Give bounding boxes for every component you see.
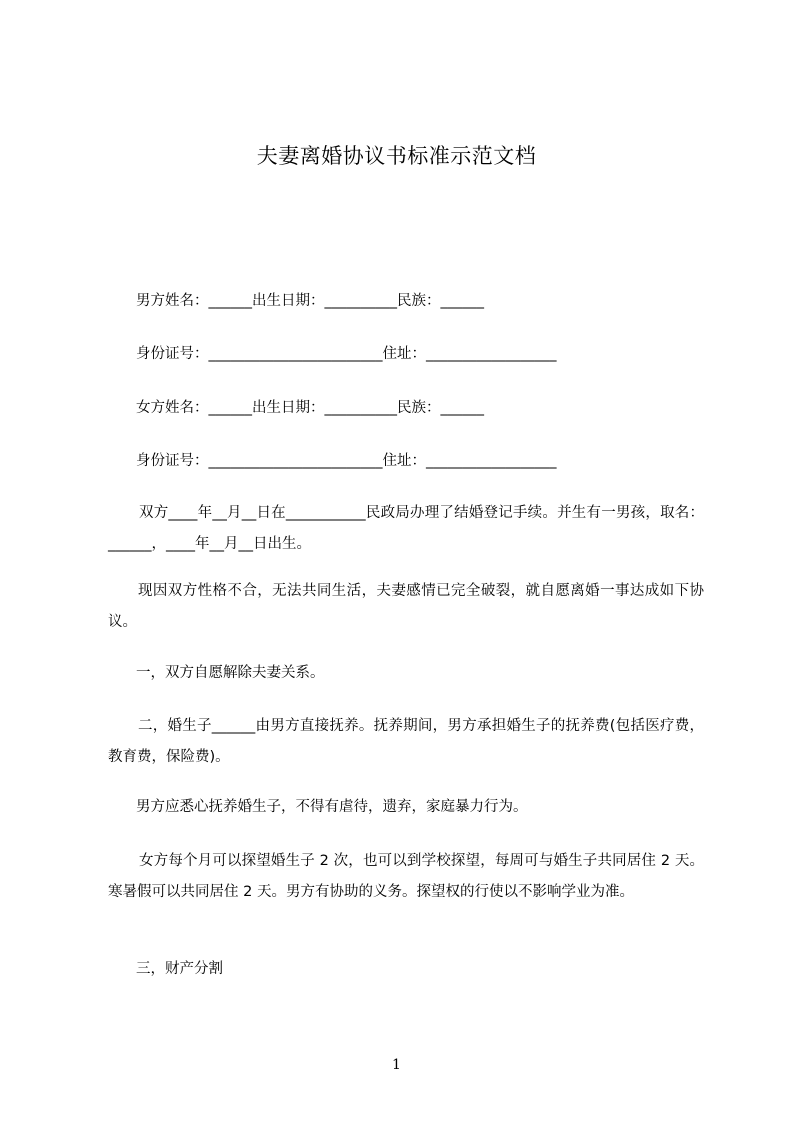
male-id-address-line: 身份证号：________________________住址：__________________ [136,346,557,362]
visitation-paragraph: 女方每个月可以探望婚生子 2 次，也可以到学校探望，每周可与婚生子共同居住 2 天。寒暑假可以共同居住 2 天。男方有协助的义务。探望权的行使以不影响学业为准。 [108,853,704,900]
clause-two-custody-paragraph: 二，婚生子______由男方直接抚养。抚养期间，男方承担婚生子的抚养费(包括医疗费，教育费，保险费)。 [108,718,704,765]
custody-duty-paragraph: 男方应悉心抚养婚生子，不得有虐待，遗弃，家庭暴力行为。 [136,799,528,815]
marriage-registration-paragraph: 双方____年__月__日在___________民政局办理了结婚登记手续。并生有一男孩，取名：______，____年__月__日出生。 [108,505,704,552]
female-info-line: 女方姓名：______出生日期：__________民族：______ [136,400,484,416]
document-title: 夫妻离婚协议书标准示范文档 [256,144,537,168]
female-id-address-line: 身份证号：________________________住址：__________________ [136,453,557,469]
divorce-reason-paragraph: 现因双方性格不合，无法共同生活，夫妻感情已完全破裂，就自愿离婚一事达成如下协议。 [108,583,704,630]
male-info-line: 男方姓名：______出生日期：__________民族：______ [136,293,484,309]
page-number: 1 [392,1057,401,1073]
clause-three-heading: 三，财产分割 [136,961,223,977]
clause-one-paragraph: 一，双方自愿解除夫妻关系。 [136,665,325,681]
